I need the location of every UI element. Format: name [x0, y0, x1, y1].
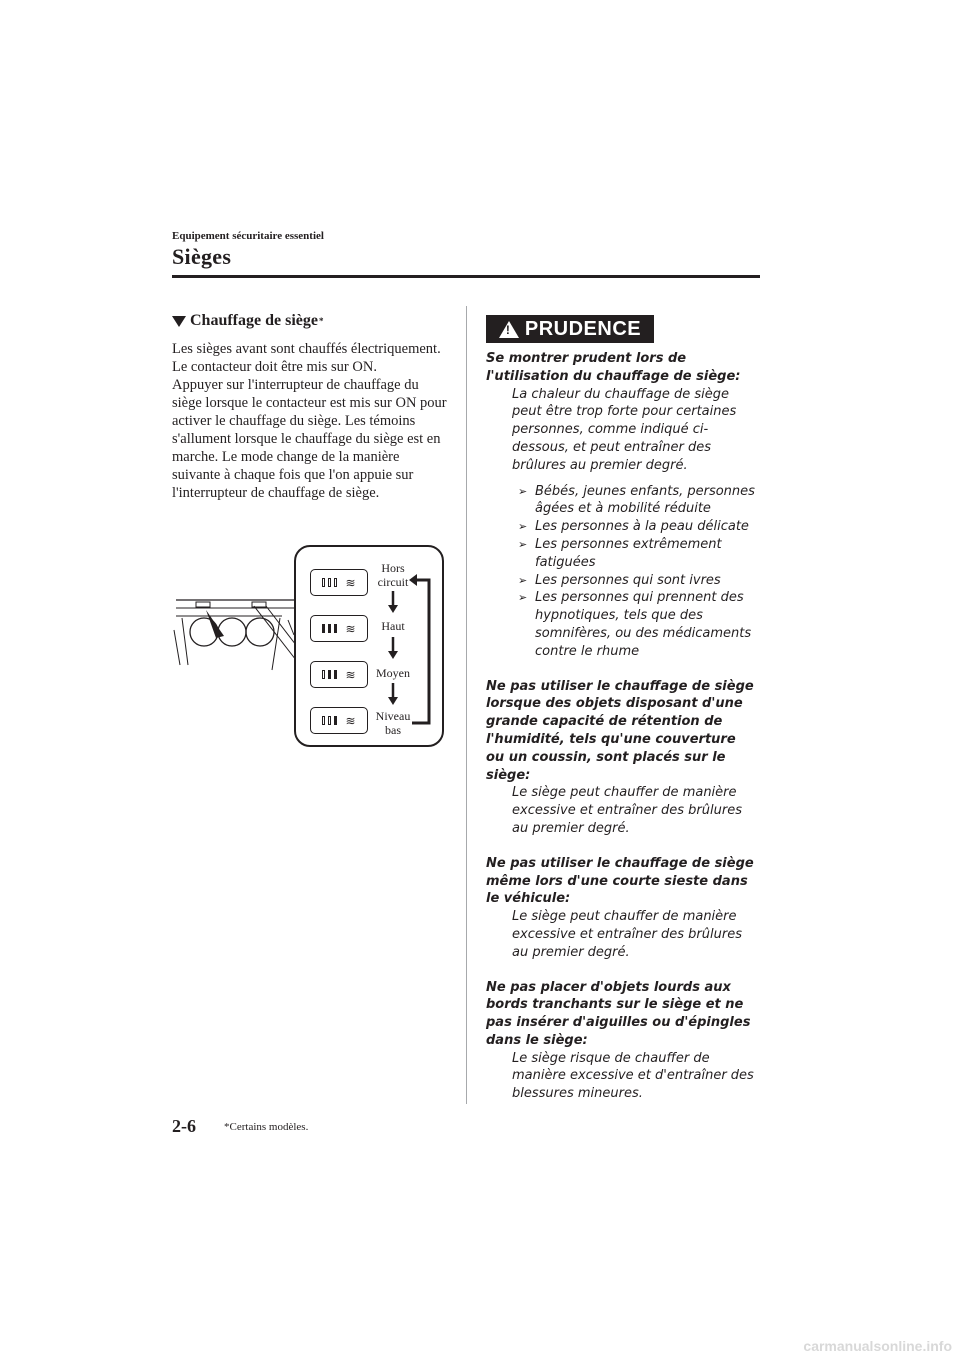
level-bar-icon [328, 624, 331, 633]
level-bar-icon [322, 716, 325, 725]
caution-body [486, 350, 758, 1120]
seat-heat-icon: ≋ [345, 667, 356, 682]
switch-off [310, 569, 368, 596]
level-bar-icon [334, 624, 337, 633]
mode-label-off-line1: Hors [381, 561, 405, 575]
header-rule [172, 275, 760, 278]
footnote: *Certains modèles. [224, 1121, 309, 1133]
list-item: ➢ Les personnes extrêmement fatiguées [512, 536, 758, 572]
caution-heading: Se montrer prudent lors de l'utilisation du chauffage de siège: [486, 351, 741, 384]
arrow-down-icon [388, 697, 398, 705]
page-title: Sièges [172, 244, 232, 269]
switch-panel [294, 545, 444, 747]
level-bar-icon [322, 624, 325, 633]
footnote-mark: * [318, 316, 324, 326]
level-bar-icon [334, 670, 337, 679]
caution-block [486, 979, 758, 1104]
seat-heater-figure [170, 540, 445, 750]
dial-center-icon [218, 618, 246, 646]
mode-label-high-line1: Haut [381, 619, 405, 633]
caution-heading: Ne pas utiliser le chauffage de siège lorsque des objets disposant d'une grande capacité de rétention de l'humidité, tels qu'une couverture ou un coussin, sont placés sur le siège: [486, 678, 754, 783]
mode-label-medium [368, 666, 418, 680]
caution-banner-text: PRUDENCE [524, 317, 642, 340]
body-text [172, 340, 448, 502]
caution-text: Le siège peut chauffer de manière excessive et entraîner des brûlures au premier degré. [512, 909, 742, 960]
seat-heat-icon: ≋ [345, 621, 356, 636]
level-bar-icon [334, 716, 337, 725]
mode-label-medium-line1: Moyen [376, 666, 410, 680]
list-item: ➢ Bébés, jeunes enfants, personnes âgées et à mobilité réduite [512, 483, 758, 519]
mode-label-off-line2: circuit [377, 575, 409, 589]
level-bar-icon [334, 578, 337, 587]
seat-heat-icon: ≋ [345, 713, 356, 728]
caution-banner [486, 315, 654, 343]
column-divider [466, 306, 467, 1104]
sub-heading [172, 312, 323, 330]
mode-label-high [368, 619, 418, 633]
level-bar-icon [328, 716, 331, 725]
watermark: carmanualsonline.info [803, 1338, 952, 1354]
list-item: ➢ Les personnes qui sont ivres [512, 572, 758, 590]
list-item: ➢ Les personnes à la peau délicate [512, 518, 758, 536]
section-label: Equipement sécuritaire essentiel [172, 230, 324, 242]
caution-text: Le siège risque de chauffer de manière excessive et d'entraîner des blessures mineures. [512, 1050, 754, 1102]
mode-label-low-line2: bas [385, 723, 401, 737]
mode-label-low-line1: Niveau [375, 709, 411, 723]
level-bar-icon [322, 670, 325, 679]
caution-block [486, 678, 758, 838]
page-number: 2-6 [172, 1116, 196, 1136]
triangle-down-icon [172, 316, 186, 327]
caution-text: La chaleur du chauffage de siège peut être trop forte pour certaines personnes, comme indiqué ci-dessous, et peut entraîner des brûlures au premier degré. [512, 386, 737, 473]
paragraph-1: Les sièges avant sont chauffés électriquement. Le contacteur doit être mis sur ON. [172, 341, 441, 375]
sub-heading-text: Chauffage de siège [190, 312, 318, 329]
dial-right-icon [246, 618, 274, 646]
caution-heading: Ne pas utiliser le chauffage de siège même lors d'une courte sieste dans le véhicule: [486, 855, 754, 907]
caution-text: Le siège peut chauffer de manière excessive et entraîner des brûlures au premier degré. [512, 785, 742, 836]
level-bar-icon [322, 578, 325, 587]
caution-list [486, 483, 758, 661]
warning-icon [499, 321, 519, 338]
mode-label-low [368, 709, 418, 737]
caution-block [486, 855, 758, 962]
arrow-down-icon [388, 651, 398, 659]
switch-low [310, 707, 368, 734]
switch-medium [310, 661, 368, 688]
paragraph-2: Appuyer sur l'interrupteur de chauffage du siège lorsque le contacteur est mis sur ON pour activer le chauffage du siège. Les témoins s'allument lorsque le chauffage du siège est en marche. Le mode change de la manière suivante à chaque fois que l'on appuie sur l'interrupteur de chauffage de siège. [172, 377, 447, 501]
switch-high [310, 615, 368, 642]
seat-heat-icon: ≋ [345, 575, 356, 590]
caution-block [486, 350, 758, 661]
arrow-down-icon [388, 605, 398, 613]
mode-label-off [368, 561, 418, 589]
level-bar-icon [328, 578, 331, 587]
dashboard-illustration [170, 540, 300, 750]
list-item: ➢ Les personnes qui prennent des hypnotiques, tels que des somnifères, ou des médicaments contre le rhume [512, 589, 758, 660]
caution-heading: Ne pas placer d'objets lourds aux bords tranchants sur le siège et ne pas insérer d'aiguilles ou d'épingles dans le siège: [486, 979, 751, 1048]
level-bar-icon [328, 670, 331, 679]
